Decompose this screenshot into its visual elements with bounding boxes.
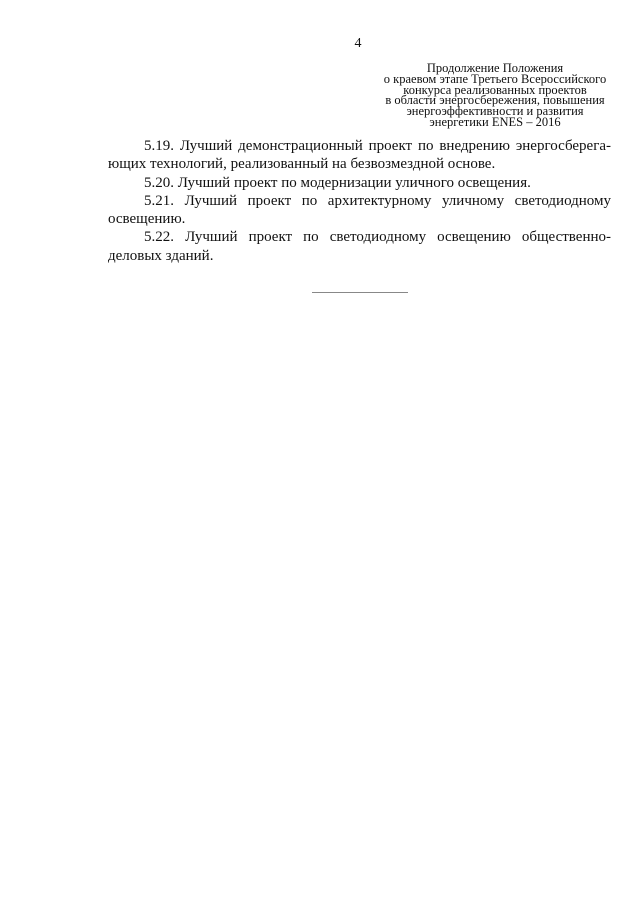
paragraph-line: 5.21. Лучший проект по архитектурному уличному светодиодному — [144, 192, 611, 209]
item-5-21 — [108, 192, 611, 229]
header-line: конкурса реализованных проектов — [403, 82, 587, 97]
header-line: энергетики ENES – 2016 — [429, 114, 561, 129]
header-line: Продолжение Положения — [426, 61, 564, 75]
paragraph-line: деловых зданий. — [108, 247, 214, 264]
header-line: о краевом этапе Третьего Всероссийского — [383, 71, 607, 86]
item-5-20 — [108, 174, 611, 192]
item-5-19 — [108, 137, 611, 174]
document-body — [108, 137, 611, 265]
header-line: энергоэффективности и развития — [406, 104, 584, 119]
end-divider — [312, 292, 408, 293]
page-number: 4 — [354, 36, 362, 51]
appendix-header — [370, 63, 620, 128]
header-line: в области энергосбережения, повышения — [385, 93, 605, 108]
paragraph-line: освещению. — [108, 211, 186, 228]
paragraph-line: ющих технологий, реализованный на безвозмездной основе. — [108, 156, 496, 173]
paragraph-line: 5.20. Лучший проект по модернизации уличного освещения. — [144, 174, 531, 191]
paragraph-line: 5.22. Лучший проект по светодиодному освещению общественно- — [144, 229, 611, 246]
item-5-22 — [108, 228, 611, 265]
paragraph-line: 5.19. Лучший демонстрационный проект по внедрению энергосберега- — [144, 138, 611, 154]
